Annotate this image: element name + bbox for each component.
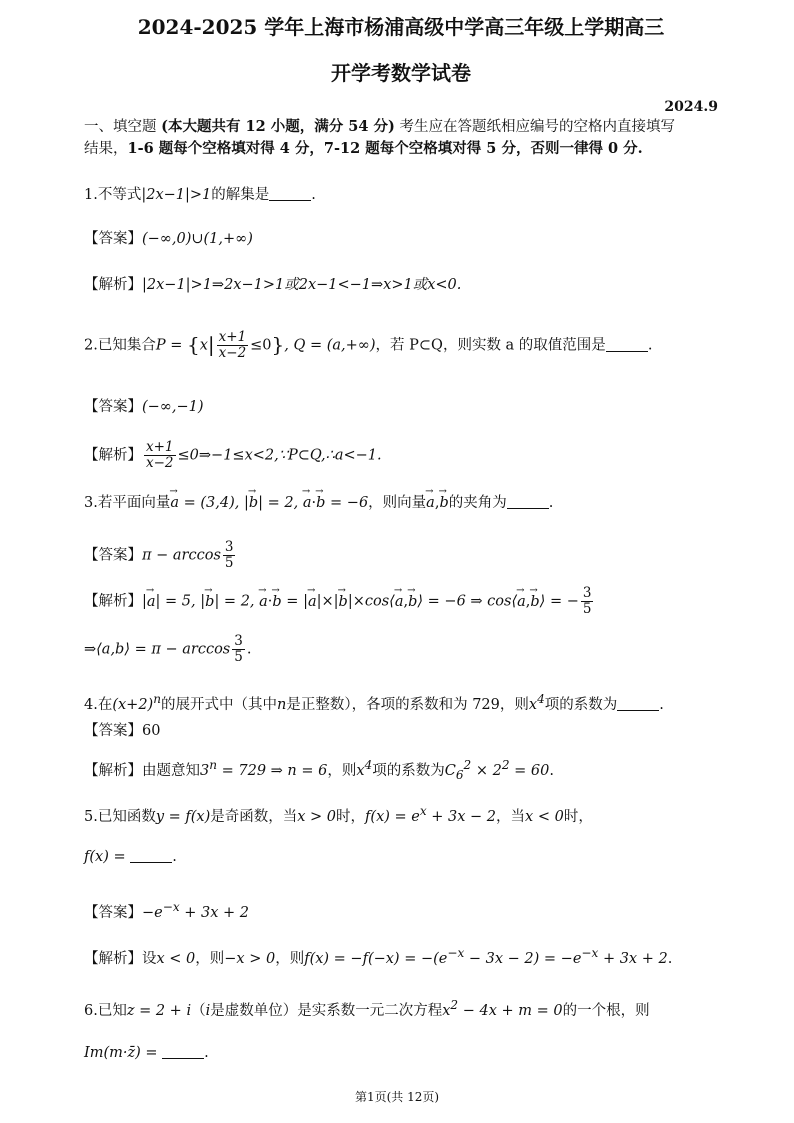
section-heading: 一、填空题 (84, 119, 157, 135)
question-1-stem: 1.不等式|2x−1|>1的解集是 . (84, 187, 316, 203)
question-1-analysis: 【解析】|2x−1|>1⇒2x−1>1或2x−1<−1⇒x>1或x<0. (84, 277, 462, 293)
question-4-answer: 【答案】60 (84, 723, 161, 739)
question-6-blank-line: Im(m·z̄) = . (84, 1045, 209, 1061)
section-instructions (84, 116, 718, 160)
title-line1: 2024-2025 学年上海市杨浦高级中学高三年级上学期高三 (137, 15, 665, 39)
section-rest1: 考生应在答题纸相应编号的空格内直接填写 (394, 119, 675, 135)
question-1-answer: 【答案】(−∞,0)∪(1,+∞) (84, 231, 253, 247)
question-3-analysis-line2: ⇒⟨a,b⟩ = π − arccos $\frac{3}{5}$ . (84, 633, 252, 665)
question-5-analysis: 【解析】设x < 0，则−x > 0，则$f(x) = -f(-x) = -(e^{-x} - 3x - 2) = -e^{-x} + 3x + 2$. (84, 946, 673, 967)
answer-blank (162, 1044, 204, 1059)
page-footer: 第1页(共 12页) (354, 1090, 440, 1104)
question-3-answer: 【答案】π − arccos $\frac{3}{5}$ (84, 539, 234, 571)
question-2-answer: 【答案】(−∞,−1) (84, 399, 204, 415)
answer-blank (269, 186, 311, 201)
question-6-stem: 6.已知z = 2 + i（i是虚数单位）是实系数一元二次方程$x^2 - 4x + m = 0$的一个根，则 (84, 998, 650, 1019)
question-5-stem: 5.已知函数y = f(x)是奇函数，当x > 0时，$f(x) = e^x + 3x - 2$，当x < 0时， (84, 804, 593, 825)
section-detail: (本大题共有 12 小题，满分 54 分) (161, 118, 395, 135)
answer-blank (606, 337, 648, 352)
question-4-stem: 4.在$(x+2)^n$的展开式中（其中n是正整数），各项的系数和为 729，则$x^4$项的系数为 . (84, 692, 664, 713)
question-2-stem: 2.已知集合P = {x| $\frac{x+1}{x-2}$ ≤0}, Q = (a,+∞)，若 P⊂Q，则实数 a 的取值范围是 . (84, 329, 653, 361)
title-line2: 开学考数学试卷 (331, 61, 471, 85)
question-5-blank-line: f(x) = . (84, 849, 177, 865)
question-2-analysis: 【解析】 $\frac{x+1}{x-2}$ ≤0⇒−1≤x<2,∵P⊂Q,∴a<−1. (84, 439, 382, 471)
section-rest2b: 1-6 题每个空格填对得 4 分，7-12 题每个空格填对得 5 分，否则一律得 0 分. (127, 140, 643, 157)
question-5-answer: 【答案】$-e^{-x} + 3x + 2$ (84, 900, 250, 921)
answer-blank (130, 848, 172, 863)
section-rest2a: 结果， (84, 141, 128, 157)
question-3-analysis: 【解析】|→ a| = 5, |→ b| = 2, → a·→ b = |→ a|×|→ b|×cos⟨→ a,→ b⟩ = −6 ⇒ cos⟨→ a,→ b⟩ = − $\frac{3}{5}$ (84, 586, 718, 617)
question-3-stem: 3.若平面向量→ a = (3,4), |→ b| = 2, → a·→ b = −6，则向量→ a,→ b的夹角为 . (84, 492, 718, 514)
answer-blank (507, 494, 549, 509)
answer-blank (617, 696, 659, 711)
exam-date: 2024.9 (664, 99, 718, 115)
question-4-analysis: 【解析】由题意知$3^n = 729$ ⇒ n = 6，则$x^4$项的系数为$C_6^2 \times 2^2 = 60$. (84, 758, 554, 782)
